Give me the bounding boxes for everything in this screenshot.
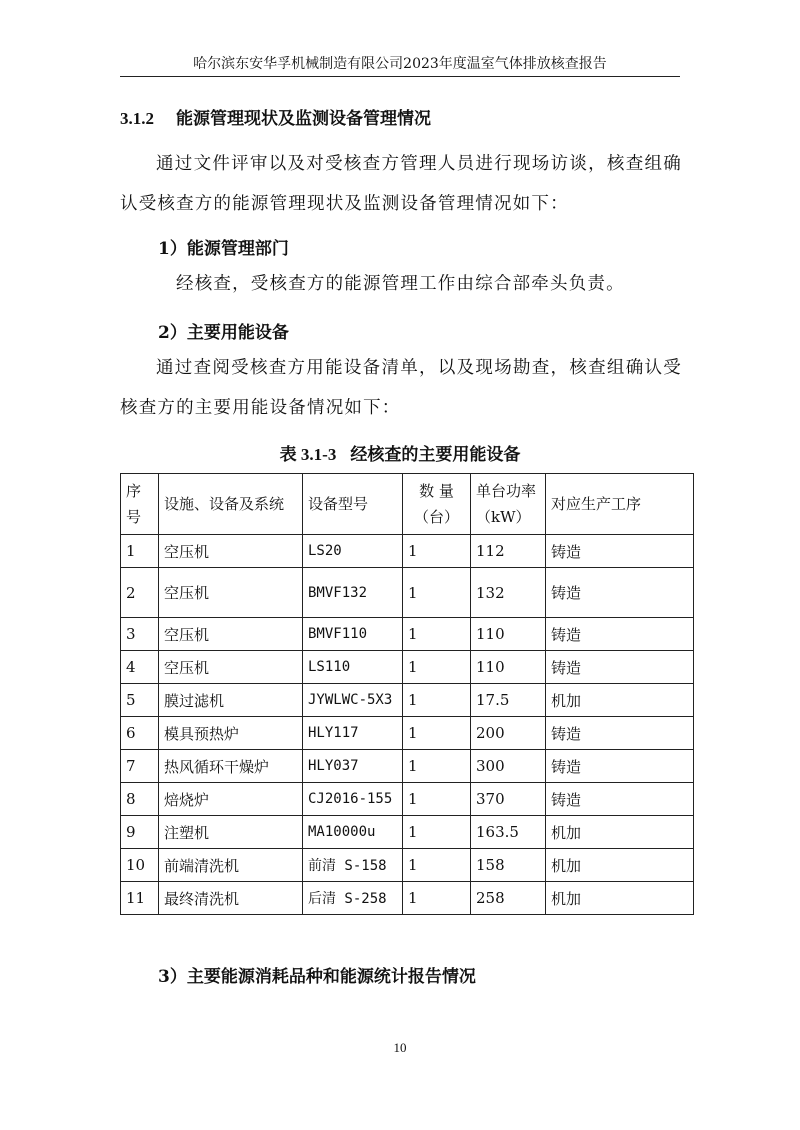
table-cell: BMVF110 [303,618,403,651]
table-cell: 1 [403,618,471,651]
table-row [121,882,694,915]
table-caption [0,440,800,465]
table-header-row [121,474,694,535]
table-cell: HLY117 [303,717,403,750]
table-row [121,816,694,849]
table-row [121,651,694,684]
table-row [121,717,694,750]
subsection-1-title: 1）能源管理部门 [158,239,289,259]
table-cell: LS110 [303,651,403,684]
section-title: 能源管理现状及监测设备管理情况 [176,109,431,129]
header-cell: 序号 [121,474,159,535]
table-cell: 1 [403,816,471,849]
table-cell: 前端清洗机 [159,849,303,882]
table-row [121,684,694,717]
header-cell: 数 量（台） [403,474,471,535]
table-cell: 1 [403,651,471,684]
table-cell: 300 [471,750,546,783]
table-cell: 空压机 [159,651,303,684]
table-row [121,750,694,783]
table-row [121,535,694,568]
table-cell: 机加 [546,816,694,849]
table-cell: 10 [121,849,159,882]
header-cell: 对应生产工序 [546,474,694,535]
table-cell: JYWLWC-5X3 [303,684,403,717]
table-cell: HLY037 [303,750,403,783]
table-cell: CJ2016-155 [303,783,403,816]
table-cell: 注塑机 [159,816,303,849]
page-number: 10 [393,1040,407,1055]
subsection-1-text: 经核查，受核查方的能源管理工作由综合部牵头负责。 [176,274,625,294]
table-row [121,568,694,618]
table-cell: 铸造 [546,717,694,750]
table-cell: 17.5 [471,684,546,717]
table-cell: 1 [403,684,471,717]
table-cell: BMVF132 [303,568,403,618]
table-cell: 铸造 [546,568,694,618]
table-cell: 空压机 [159,535,303,568]
table-cell: 1 [403,849,471,882]
table-cell: 258 [471,882,546,915]
section-heading [120,104,431,129]
table-cell: 200 [471,717,546,750]
table-cell: LS20 [303,535,403,568]
page-header: 哈尔滨东安华孚机械制造有限公司2023年度温室气体排放核查报告 [120,52,680,77]
table-cell: 铸造 [546,750,694,783]
table-cell: 1 [403,750,471,783]
table-cell: 空压机 [159,568,303,618]
table-cell: 1 [403,717,471,750]
table-cell: 铸造 [546,651,694,684]
table-cell: 机加 [546,849,694,882]
table-cell: 1 [121,535,159,568]
table-cell: 1 [403,882,471,915]
table-cell: 7 [121,750,159,783]
table-cell: 9 [121,816,159,849]
table-cell: 后清 S-258 [303,882,403,915]
table-cell: 1 [403,783,471,816]
table-caption-text: 经核查的主要用能设备 [350,445,521,465]
table-cell: 112 [471,535,546,568]
table-cell: 空压机 [159,618,303,651]
table-row [121,783,694,816]
header-cell: 单台功率（kW） [471,474,546,535]
table-row [121,849,694,882]
section-intro-paragraph: 通过文件评审以及对受核查方管理人员进行现场访谈，核查组确认受核查方的能源管理现状及监测设备管理情况如下： [120,154,682,214]
table-cell: 焙烧炉 [159,783,303,816]
table-cell: 1 [403,568,471,618]
table-cell: 前清 S-158 [303,849,403,882]
table-cell: 机加 [546,882,694,915]
table-cell: 8 [121,783,159,816]
table-cell: 最终清洗机 [159,882,303,915]
table-cell: 132 [471,568,546,618]
table-cell: 158 [471,849,546,882]
table-cell: 膜过滤机 [159,684,303,717]
table-cell: 110 [471,651,546,684]
section-number: 3.1.2 [120,109,154,128]
table-cell: 370 [471,783,546,816]
table-cell: 110 [471,618,546,651]
subsection-2-title: 2）主要用能设备 [158,323,289,343]
table-cell: 铸造 [546,535,694,568]
table-cell: 铸造 [546,618,694,651]
header-cell: 设备型号 [303,474,403,535]
table-cell: 热风循环干燥炉 [159,750,303,783]
table-cell: 163.5 [471,816,546,849]
table-cell: 11 [121,882,159,915]
table-cell: 6 [121,717,159,750]
table-cell: 3 [121,618,159,651]
table-cell: 1 [403,535,471,568]
table-row [121,618,694,651]
header-cell: 设施、设备及系统 [159,474,303,535]
subsection-3-title: 3）主要能源消耗品种和能源统计报告情况 [158,967,476,987]
subsection-2-text: 通过查阅受核查方用能设备清单，以及现场勘查，核查组确认受核查方的主要用能设备情况如下： [120,358,682,418]
table-cell: 5 [121,684,159,717]
table-cell: 机加 [546,684,694,717]
equipment-table [120,473,694,915]
table-cell: 模具预热炉 [159,717,303,750]
table-cell: 4 [121,651,159,684]
table-cell: MA10000u [303,816,403,849]
table-cell: 铸造 [546,783,694,816]
table-caption-number: 表 3.1-3 [279,445,337,464]
table-cell: 2 [121,568,159,618]
